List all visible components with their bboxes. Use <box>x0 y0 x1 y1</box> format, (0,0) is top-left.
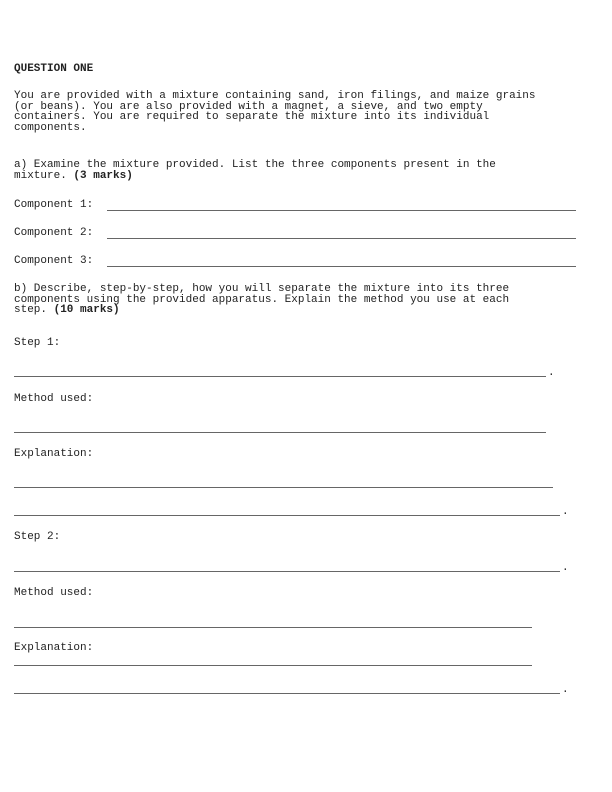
part-b-line: components using the provided apparatus. Explain the method you use at each <box>14 293 510 306</box>
intro-line: (or beans). You are also provided with a magnet, a sieve, and two empty <box>14 100 483 113</box>
worksheet-page <box>14 0 594 792</box>
method-1-label: Method used: <box>14 393 94 405</box>
step-1-period: . <box>548 367 555 379</box>
part-a-marks: (3 marks) <box>73 169 133 182</box>
method-1-answer-line[interactable] <box>14 432 546 433</box>
intro-line: containers. You are required to separate the mixture into its individual <box>14 111 490 123</box>
intro-line: You are provided with a mixture containing sand, iron filings, and maize grains <box>14 90 536 102</box>
part-a-text: mixture. <box>14 169 74 182</box>
explanation-2-answer-line-2[interactable] <box>14 693 560 694</box>
question-heading: QUESTION ONE <box>14 63 94 75</box>
explanation-1-period: . <box>562 506 569 518</box>
part-b-marks: (10 marks) <box>53 304 120 316</box>
component-1-row <box>14 199 576 213</box>
step-1-answer-line[interactable] <box>14 376 546 377</box>
part-a-line: a) Examine the mixture provided. List the three components present in the <box>14 159 496 171</box>
component-3-label: Component 3: <box>14 255 94 267</box>
step-1-label: Step 1: <box>14 337 61 349</box>
explanation-2-label: Explanation: <box>14 642 94 654</box>
intro-line: components. <box>14 121 87 134</box>
step-2-label: Step 2: <box>14 531 61 543</box>
explanation-2-answer-line[interactable] <box>14 665 532 666</box>
step-2-period: . <box>562 562 569 574</box>
explanation-1-answer-line[interactable] <box>14 487 553 488</box>
part-b-line: b) Describe, step-by-step, how you will separate the mixture into its three <box>14 283 510 295</box>
component-2-row <box>14 227 576 241</box>
component-2-label: Component 2: <box>14 227 94 239</box>
component-2-answer-line[interactable] <box>107 238 576 239</box>
explanation-1-answer-line-2[interactable] <box>14 515 560 516</box>
explanation-2-period: . <box>562 684 569 696</box>
component-1-label: Component 1: <box>14 199 94 211</box>
component-1-answer-line[interactable] <box>107 210 576 211</box>
part-a-line <box>14 171 133 182</box>
method-2-label: Method used: <box>14 587 94 599</box>
component-3-row <box>14 255 576 269</box>
part-b-text: step. <box>14 304 54 316</box>
part-b-line <box>14 305 120 316</box>
component-3-answer-line[interactable] <box>107 266 576 267</box>
explanation-1-label: Explanation: <box>14 448 94 460</box>
method-2-answer-line[interactable] <box>14 627 532 628</box>
step-2-answer-line[interactable] <box>14 571 560 572</box>
